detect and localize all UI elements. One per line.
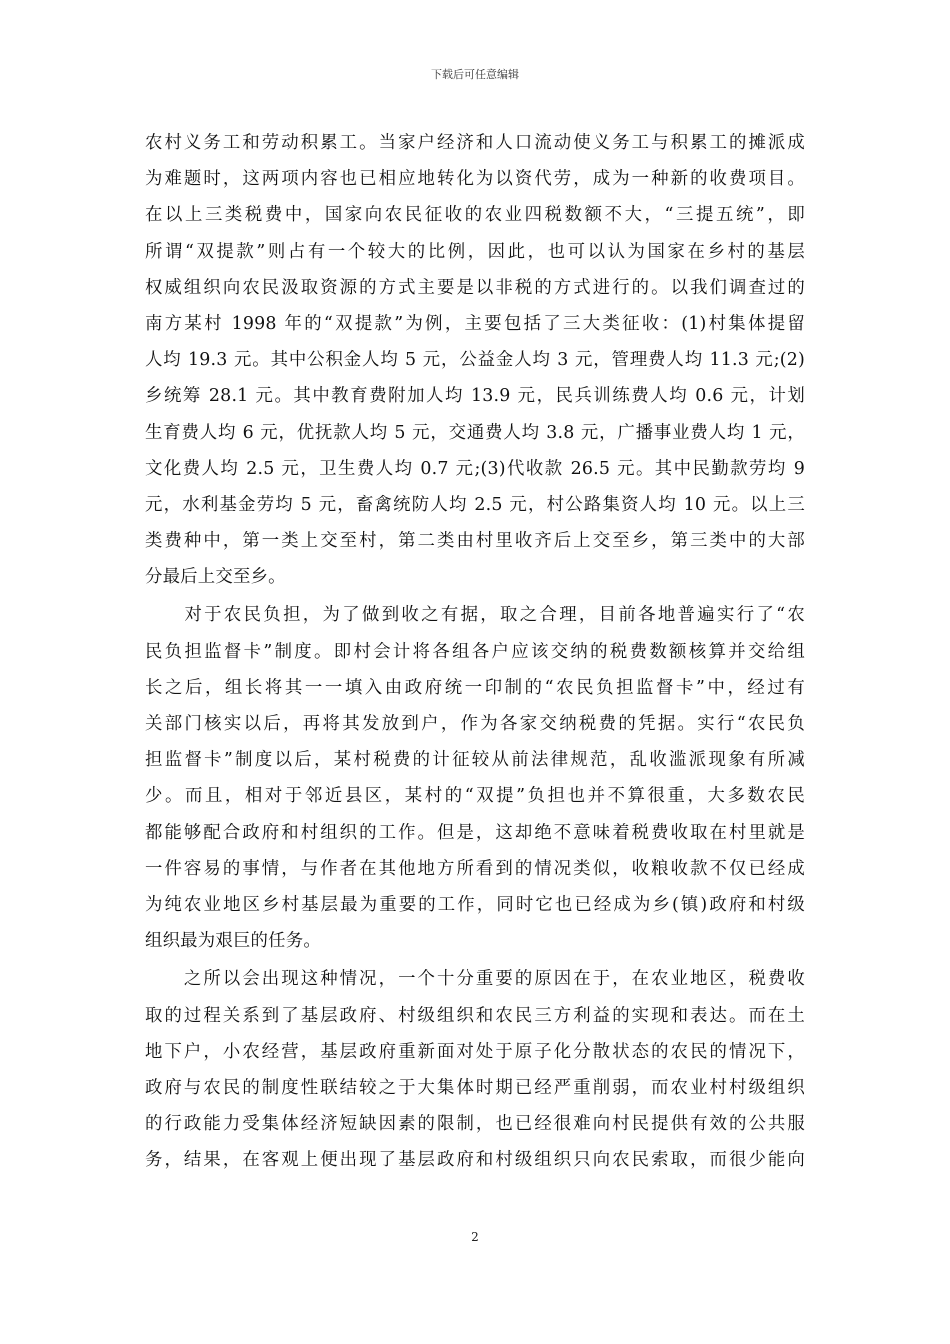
text-line: 生育费人均 6 元，优抚款人均 5 元，交通费人均 3.8 元，广播事业费人均 1 元，	[145, 422, 805, 443]
paragraph	[145, 961, 805, 1178]
page-header: 下载后可任意编辑	[431, 68, 519, 81]
paragraph	[145, 125, 805, 595]
text-line: 组织最为艰巨的任务。	[145, 931, 321, 952]
text-line: 人均 19.3 元。其中公积金人均 5 元，公益金人均 3 元，管理费人均 11.3 元;(2)	[145, 350, 805, 371]
text-line: 之所以会出现这种情况，一个十分重要的原因在于，在农业地区，税费收	[145, 969, 805, 990]
body-text	[145, 125, 805, 1178]
text-line: 南方某村 1998 年的“双提款”为例，主要包括了三大类征收：(1)村集体提留	[145, 313, 805, 334]
text-line: 地下户，小农经营，基层政府重新面对处于原子化分散状态的农民的情况下，	[145, 1041, 805, 1062]
text-line: 权威组织向农民汲取资源的方式主要是以非税的方式进行的。以我们调查过的	[145, 277, 805, 298]
text-line: 民负担监督卡”制度。即村会计将各组各户应该交纳的税费数额核算并交给组	[145, 641, 805, 662]
text-line: 农村义务工和劳动积累工。当家户经济和人口流动使义务工与积累工的摊派成	[145, 133, 805, 153]
text-line: 的行政能力受集体经济短缺因素的限制，也已经很难向村民提供有效的公共服	[145, 1114, 805, 1135]
text-line: 对于农民负担，为了做到收之有据，取之合理，目前各地普遍实行了“农	[145, 605, 805, 626]
text-line: 关部门核实以后，再将其发放到户，作为各家交纳税费的凭据。实行“农民负	[145, 714, 805, 734]
text-line: 一件容易的事情，与作者在其他地方所看到的情况类似，收粮收款不仅已经成	[145, 858, 805, 879]
text-line: 取的过程关系到了基层政府、村级组织和农民三方利益的实现和表达。而在土	[145, 1005, 805, 1026]
text-line: 在以上三类税费中，国家向农民征收的农业四税数额不大，“三提五统”，即	[145, 205, 805, 226]
text-line: 为纯农业地区乡村基层最为重要的工作，同时它也已经成为乡(镇)政府和村级	[145, 894, 805, 915]
page-number: 2	[471, 1230, 479, 1244]
text-line: 元，水利基金劳均 5 元，畜禽统防人均 2.5 元，村公路集资人均 10 元。以上三	[145, 494, 805, 515]
text-line: 长之后，组长将其一一填入由政府统一印制的“农民负担监督卡”中，经过有	[145, 677, 805, 698]
text-line: 担监督卡”制度以后，某村税费的计征较从前法律规范，乱收滥派现象有所减	[145, 750, 805, 771]
text-line: 为难题时，这两项内容也已相应地转化为以资代劳，成为一种新的收费项目。	[145, 169, 805, 190]
paragraph	[145, 597, 805, 959]
text-line: 都能够配合政府和村组织的工作。但是，这却绝不意味着税费收取在村里就是	[145, 822, 805, 843]
text-line: 乡统筹 28.1 元。其中教育费附加人均 13.9 元，民兵训练费人均 0.6 元，计划	[145, 386, 805, 407]
text-line: 所谓“双提款”则占有一个较大的比例，因此，也可以认为国家在乡村的基层	[145, 241, 805, 262]
text-line: 政府与农民的制度性联结较之于大集体时期已经严重削弱，而农业村村级组织	[145, 1077, 805, 1098]
text-line: 少。而且，相对于邻近县区，某村的“双提”负担也并不算很重，大多数农民	[145, 786, 805, 807]
text-line: 文化费人均 2.5 元，卫生费人均 0.7 元;(3)代收款 26.5 元。其中民勤款劳均 9	[145, 458, 805, 479]
text-line: 类费种中，第一类上交至村，第二类由村里收齐后上交至乡，第三类中的大部	[145, 531, 805, 552]
text-line: 分最后上交至乡。	[145, 567, 286, 588]
text-line: 务，结果，在客观上便出现了基层政府和村级组织只向农民索取，而很少能向	[145, 1150, 805, 1171]
